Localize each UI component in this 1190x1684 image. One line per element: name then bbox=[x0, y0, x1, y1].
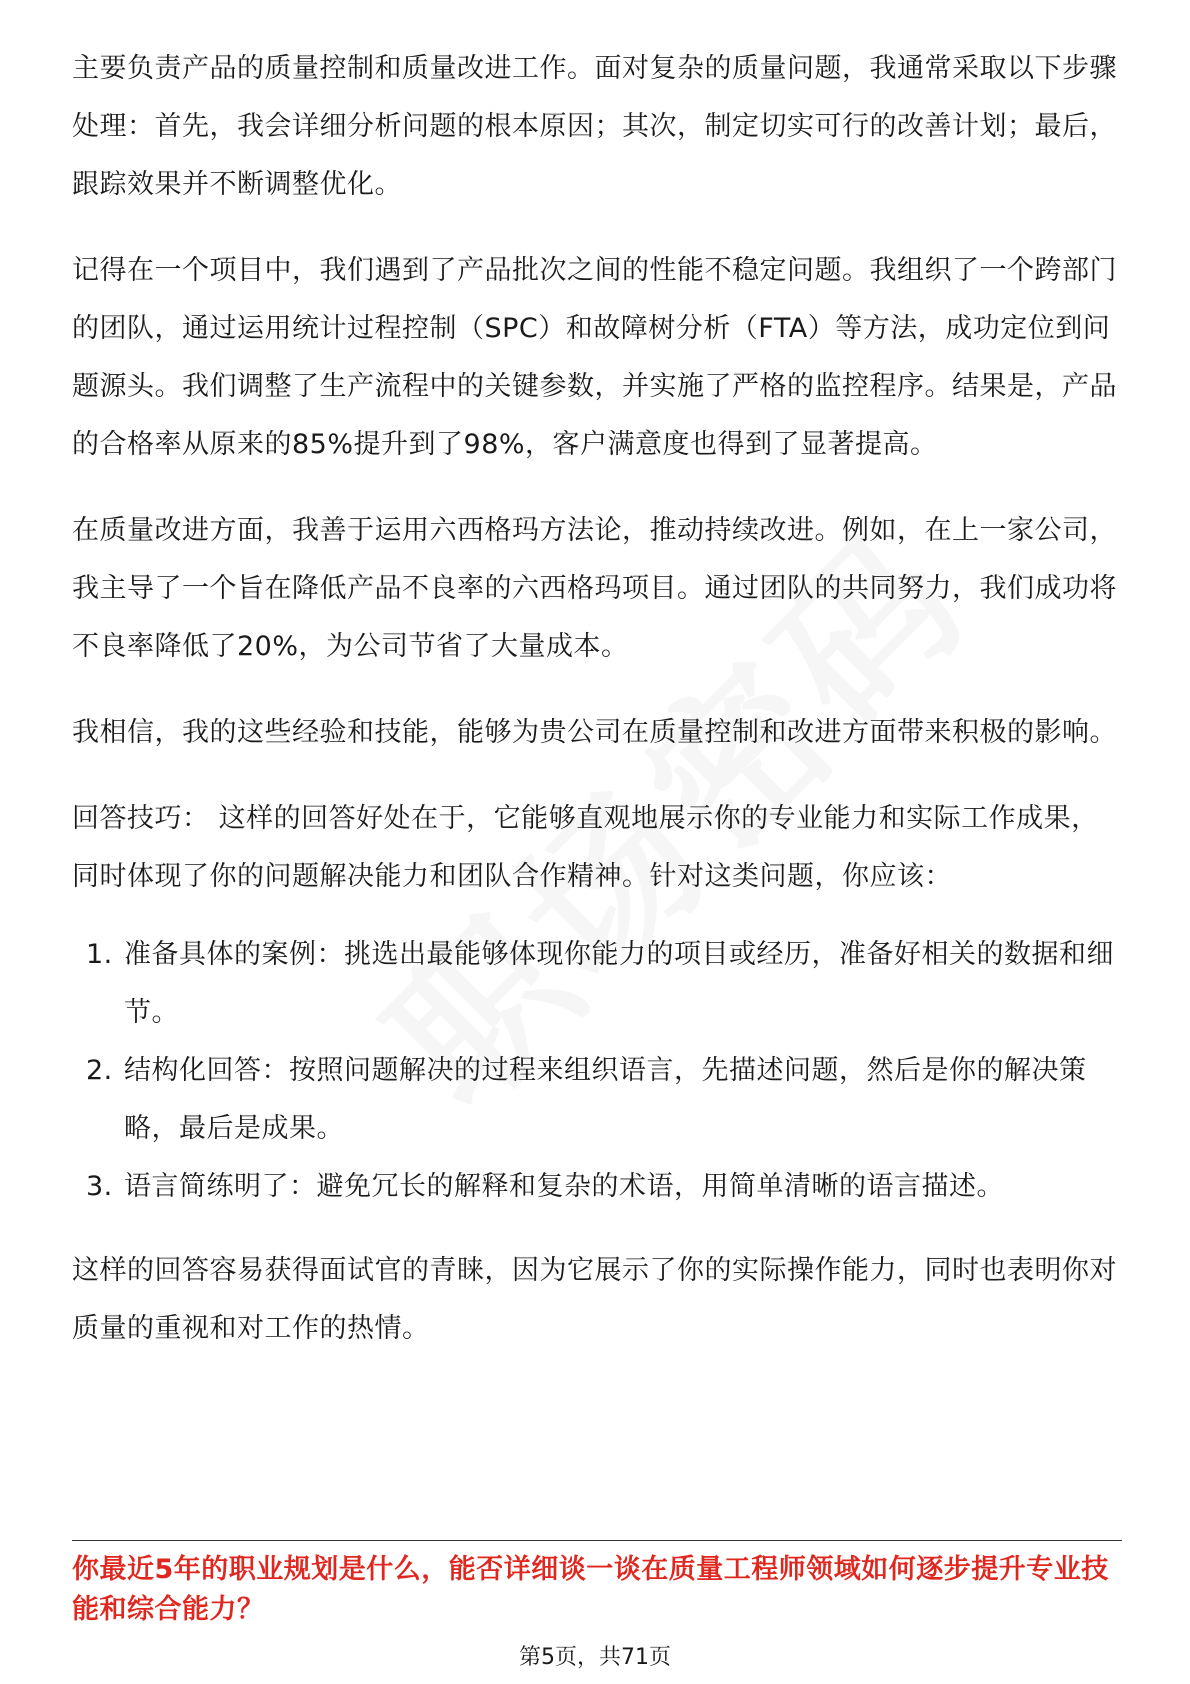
list-item bbox=[72, 1042, 1122, 1158]
list-item bbox=[72, 1158, 1122, 1216]
page-footer: 第5页，共71页 bbox=[519, 1645, 671, 1670]
section-divider bbox=[72, 1540, 1122, 1541]
list-item-text: 结构化回答：按照问题解决的过程来组织语言，先描述问题，然后是你的解决策略，最后是成果。 bbox=[124, 1055, 1087, 1144]
tips-list bbox=[72, 926, 1122, 1216]
answer-body bbox=[72, 40, 1122, 1386]
list-item-text: 准备具体的案例：挑选出最能够体现你能力的项目或经历，准备好相关的数据和细节。 bbox=[124, 939, 1114, 1028]
paragraph-six-sigma: 在质量改进方面，我善于运用六西格玛方法论，推动持续改进。例如，在上一家公司，我主导了一个旨在降低产品不良率的六西格玛项目。通过团队的共同努力，我们成功将不良率降低了20%，为公司节省了大量成本。 bbox=[72, 515, 1117, 662]
list-item-number: 1. bbox=[86, 939, 113, 970]
paragraph-closing: 这样的回答容易获得面试官的青睐，因为它展示了你的实际操作能力，同时也表明你对质量的重视和对工作的热情。 bbox=[72, 1255, 1117, 1344]
list-item-text: 语言简练明了：避免冗长的解释和复杂的术语，用简单清晰的语言描述。 bbox=[124, 1171, 1004, 1202]
paragraph-conclusion: 我相信，我的这些经验和技能，能够为贵公司在质量控制和改进方面带来积极的影响。 bbox=[72, 717, 1117, 748]
list-item-number: 2. bbox=[86, 1055, 113, 1086]
list-item-number: 3. bbox=[86, 1171, 113, 1202]
paragraph-responsibilities: 主要负责产品的质量控制和质量改进工作。面对复杂的质量问题，我通常采取以下步骤处理：首先，我会详细分析问题的根本原因；其次，制定切实可行的改善计划；最后，跟踪效果并不断调整优化。 bbox=[72, 53, 1117, 200]
paragraph-answer-tips: 回答技巧： 这样的回答好处在于，它能够直观地展示你的专业能力和实际工作成果，同时体现了你的问题解决能力和团队合作精神。针对这类问题，你应该： bbox=[72, 803, 1099, 892]
next-question-heading: 你最近5年的职业规划是什么，能否详细谈一谈在质量工程师领域如何逐步提升专业技能和综合能力？ bbox=[72, 1554, 1109, 1625]
paragraph-project-example: 记得在一个项目中，我们遇到了产品批次之间的性能不稳定问题。我组织了一个跨部门的团队，通过运用统计过程控制（SPC）和故障树分析（FTA）等方法，成功定位到问题源头。我们调整了生产流程中的关键参数，并实施了严格的监控程序。结果是，产品的合格率从原来的85%提升到了98%，客户满意度也得到了显著提高。 bbox=[72, 255, 1117, 460]
list-item bbox=[72, 926, 1122, 1042]
